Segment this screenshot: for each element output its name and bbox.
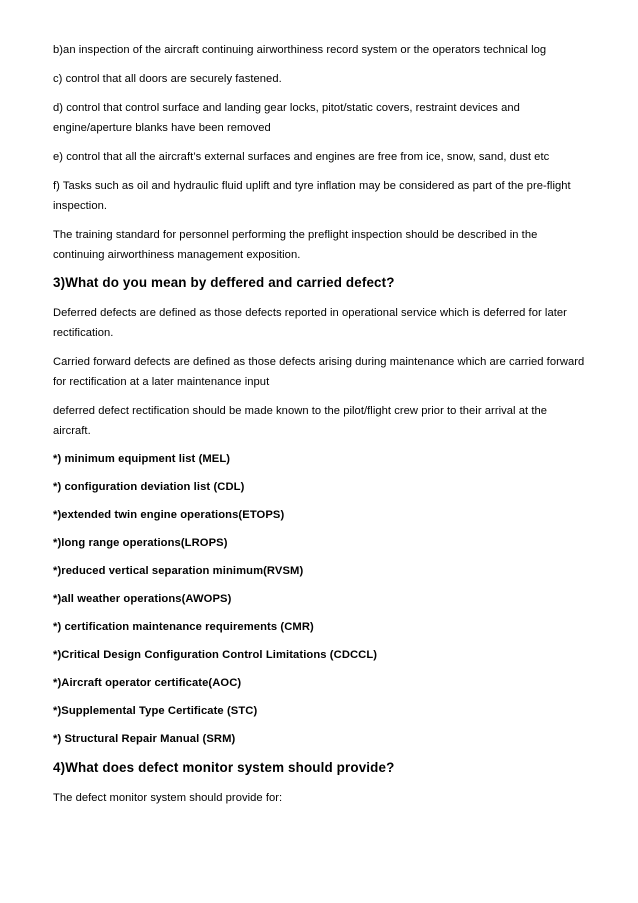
heading-deferred-carried-defect: 3)What do you mean by deffered and carried defect? (53, 275, 395, 290)
paragraph-carried-definition: Carried forward defects are defined as those defects arising during maintenance which are carried forward for rectification at a later maintenance input (53, 356, 585, 388)
paragraph-rectification-notice: deferred defect rectification should be made known to the pilot/flight crew prior to their arrival at the aircraft. (53, 405, 548, 437)
list-item: *)Supplemental Type Certificate (STC) (53, 705, 258, 717)
paragraph-deferred-definition: Deferred defects are defined as those defects reported in operational service which is deferred for later rectification. (53, 307, 567, 339)
heading-defect-monitor-system: 4)What does defect monitor system should provide? (53, 760, 395, 775)
list-item: *)Aircraft operator certificate(AOC) (53, 677, 242, 689)
list-item: *) Structural Repair Manual (SRM) (53, 733, 236, 745)
paragraph-doors-fastened: c) control that all doors are securely fastened. (53, 73, 282, 85)
list-item: *)Critical Design Configuration Control Limitations (CDCCL) (53, 649, 378, 661)
paragraph-inspection-record: b)an inspection of the aircraft continuing airworthiness record system or the operators technical log (53, 44, 547, 56)
paragraph-fluid-uplift: f) Tasks such as oil and hydraulic fluid uplift and tyre inflation may be considered as part of the pre-flight inspection. (53, 180, 571, 212)
paragraph-locks-removed: d) control that control surface and landing gear locks, pitot/static covers, restraint devices and engine/aperture blanks have been removed (53, 102, 520, 134)
paragraph-surfaces-free: e) control that all the aircraft’s external surfaces and engines are free from ice, snow, sand, dust etc (53, 151, 550, 163)
list-item: *)reduced vertical separation minimum(RVSM) (53, 565, 304, 577)
paragraph-training-standard: The training standard for personnel performing the preflight inspection should be described in the continuing airworthiness management exposition. (53, 229, 538, 261)
list-item: *)extended twin engine operations(ETOPS) (53, 509, 285, 521)
list-item: *) configuration deviation list (CDL) (53, 481, 245, 493)
list-item: *)all weather operations(AWOPS) (53, 593, 232, 605)
list-item: *)long range operations(LROPS) (53, 537, 228, 549)
list-item: *) certification maintenance requirements (CMR) (53, 621, 314, 633)
paragraph-defect-monitor-intro: The defect monitor system should provide for: (53, 792, 283, 804)
list-item: *) minimum equipment list (MEL) (53, 453, 231, 465)
